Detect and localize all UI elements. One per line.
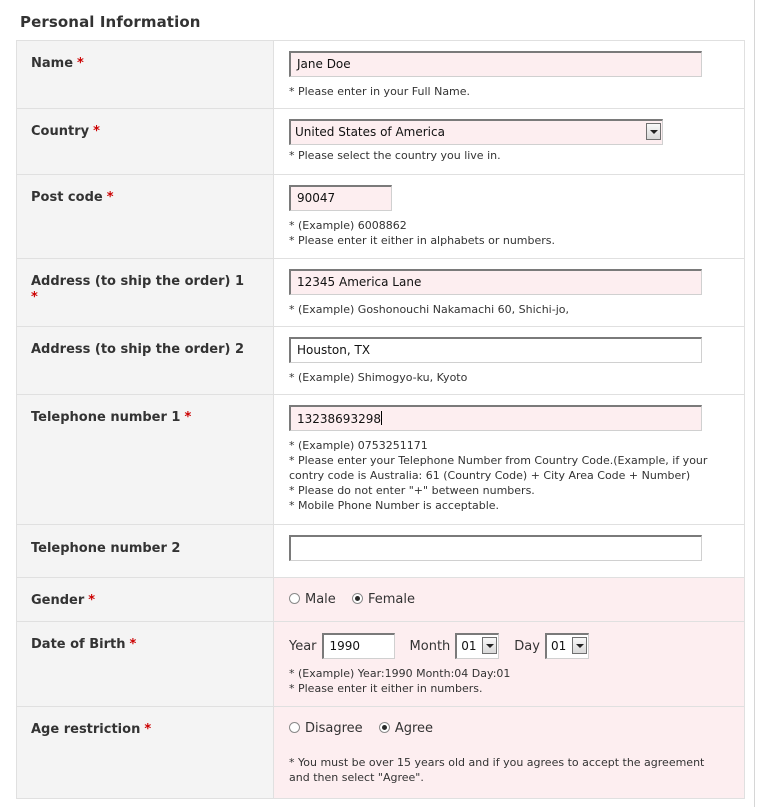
label-name bbox=[17, 41, 274, 109]
required-mark: * bbox=[88, 593, 96, 608]
label-gender-text: Gender bbox=[31, 593, 85, 608]
row-country bbox=[17, 109, 745, 175]
row-age bbox=[17, 707, 745, 799]
note: * Please enter it either in alphabets or numbers. bbox=[289, 234, 556, 247]
field-tel1 bbox=[274, 395, 745, 525]
field-dob bbox=[274, 622, 745, 707]
label-tel1-text: Telephone number 1 bbox=[31, 410, 181, 425]
chevron-down-icon[interactable] bbox=[572, 637, 587, 654]
radio-label: Female bbox=[367, 592, 415, 607]
note: * Please enter it either in numbers. bbox=[289, 682, 483, 695]
age-notes bbox=[289, 755, 734, 785]
tel1-notes bbox=[289, 438, 734, 513]
radio-unchecked-icon[interactable] bbox=[289, 593, 300, 604]
page-frame bbox=[754, 0, 761, 807]
postcode-notes bbox=[289, 218, 734, 248]
tel1-input[interactable] bbox=[289, 405, 702, 431]
age-option-agree[interactable] bbox=[379, 721, 433, 736]
required-mark: * bbox=[93, 124, 100, 139]
note: * Please enter in your Full Name. bbox=[289, 85, 471, 98]
dob-month-value: 01 bbox=[461, 639, 477, 653]
row-postcode bbox=[17, 175, 745, 259]
required-mark: * bbox=[129, 637, 137, 652]
field-address2 bbox=[274, 327, 745, 395]
dob-year-label: Year bbox=[289, 638, 317, 654]
field-tel2 bbox=[274, 525, 745, 578]
label-gender bbox=[17, 578, 274, 622]
gender-option-female[interactable] bbox=[352, 592, 415, 607]
gender-radio-group bbox=[289, 588, 734, 612]
dob-month-label: Month bbox=[409, 638, 451, 654]
country-notes bbox=[289, 148, 734, 163]
required-mark: * bbox=[144, 722, 152, 737]
note: * (Example) 6008862 bbox=[289, 219, 407, 232]
row-tel1 bbox=[17, 395, 745, 525]
radio-checked-icon[interactable] bbox=[379, 722, 390, 733]
label-dob-text: Date of Birth bbox=[31, 637, 126, 652]
dob-year-input[interactable]: 1990 bbox=[322, 633, 395, 659]
radio-unchecked-icon[interactable] bbox=[289, 722, 300, 733]
name-input[interactable]: Jane Doe bbox=[289, 51, 702, 77]
row-gender bbox=[17, 578, 745, 622]
label-age-text: Age restriction bbox=[31, 722, 141, 737]
label-postcode bbox=[17, 175, 274, 259]
note: * (Example) Year:1990 Month:04 Day:01 bbox=[289, 667, 511, 680]
field-gender bbox=[274, 578, 745, 622]
tel1-input-value: 13238693298 bbox=[297, 412, 381, 426]
dob-day-value: 01 bbox=[550, 639, 567, 653]
radio-label: Disagree bbox=[305, 721, 363, 736]
address2-notes bbox=[289, 370, 734, 385]
field-postcode bbox=[274, 175, 745, 259]
row-name bbox=[17, 41, 745, 109]
dob-notes bbox=[289, 666, 734, 696]
address2-input[interactable]: Houston, TX bbox=[289, 337, 702, 363]
label-country-text: Country bbox=[31, 124, 90, 139]
label-address2-text: Address (to ship the order) 2 bbox=[31, 342, 244, 357]
note: * Please select the country you live in. bbox=[289, 149, 501, 162]
radio-checked-icon[interactable] bbox=[352, 593, 363, 604]
tel2-input[interactable] bbox=[289, 535, 702, 561]
country-select-value: United States of America bbox=[295, 125, 445, 139]
dob-day-label: Day bbox=[514, 638, 540, 654]
radio-label: Male bbox=[305, 592, 336, 607]
address1-input[interactable]: 12345 America Lane bbox=[289, 269, 702, 295]
label-tel2-text: Telephone number 2 bbox=[31, 541, 181, 556]
label-tel2 bbox=[17, 525, 274, 578]
label-country bbox=[17, 109, 274, 175]
age-radio-group bbox=[289, 717, 734, 741]
field-address1 bbox=[274, 259, 745, 327]
field-name bbox=[274, 41, 745, 109]
dob-month-select[interactable] bbox=[455, 633, 499, 659]
dob-day-select[interactable] bbox=[545, 633, 589, 659]
age-option-disagree[interactable] bbox=[289, 721, 363, 736]
field-country bbox=[274, 109, 745, 175]
gender-option-male[interactable] bbox=[289, 592, 336, 607]
note: * (Example) Goshonouchi Nakamachi 60, Shichi-jo, bbox=[289, 303, 569, 316]
text-caret bbox=[381, 411, 382, 425]
note: * Please do not enter "+" between numbers. bbox=[289, 484, 535, 497]
row-tel2 bbox=[17, 525, 745, 578]
chevron-down-icon[interactable] bbox=[482, 637, 497, 654]
required-mark: * bbox=[184, 410, 192, 425]
row-address1 bbox=[17, 259, 745, 327]
row-address2 bbox=[17, 327, 745, 395]
radio-label: Agree bbox=[394, 721, 434, 736]
label-tel1 bbox=[17, 395, 274, 525]
dob-inputs bbox=[289, 632, 734, 660]
required-mark: * bbox=[77, 56, 84, 71]
note: * You must be over 15 years old and if you agrees to accept the agreement and then select "Agree". bbox=[289, 756, 705, 784]
section-title: Personal Information bbox=[20, 13, 201, 31]
required-mark: * bbox=[31, 290, 38, 305]
label-age bbox=[17, 707, 274, 799]
address1-notes bbox=[289, 302, 734, 317]
personal-info-form bbox=[16, 40, 745, 799]
field-age bbox=[274, 707, 745, 799]
note: * Please enter your Telephone Number from Country Code.(Example, if your contry code is Australia: 61 (Country Code) + City Area Code + Number) bbox=[289, 454, 708, 482]
note: * Mobile Phone Number is acceptable. bbox=[289, 499, 500, 512]
country-select[interactable] bbox=[289, 119, 663, 145]
note: * (Example) 0753251171 bbox=[289, 439, 428, 452]
label-name-text: Name bbox=[31, 56, 74, 71]
required-mark: * bbox=[106, 190, 114, 205]
chevron-down-icon[interactable] bbox=[646, 123, 661, 140]
postcode-input[interactable]: 90047 bbox=[289, 185, 392, 211]
label-postcode-text: Post code bbox=[31, 190, 103, 205]
name-notes bbox=[289, 84, 734, 99]
row-dob bbox=[17, 622, 745, 707]
label-dob bbox=[17, 622, 274, 707]
label-address1 bbox=[17, 259, 274, 327]
label-address1-text: Address (to ship the order) 1 bbox=[31, 274, 244, 289]
label-address2 bbox=[17, 327, 274, 395]
note: * (Example) Shimogyo-ku, Kyoto bbox=[289, 371, 468, 384]
